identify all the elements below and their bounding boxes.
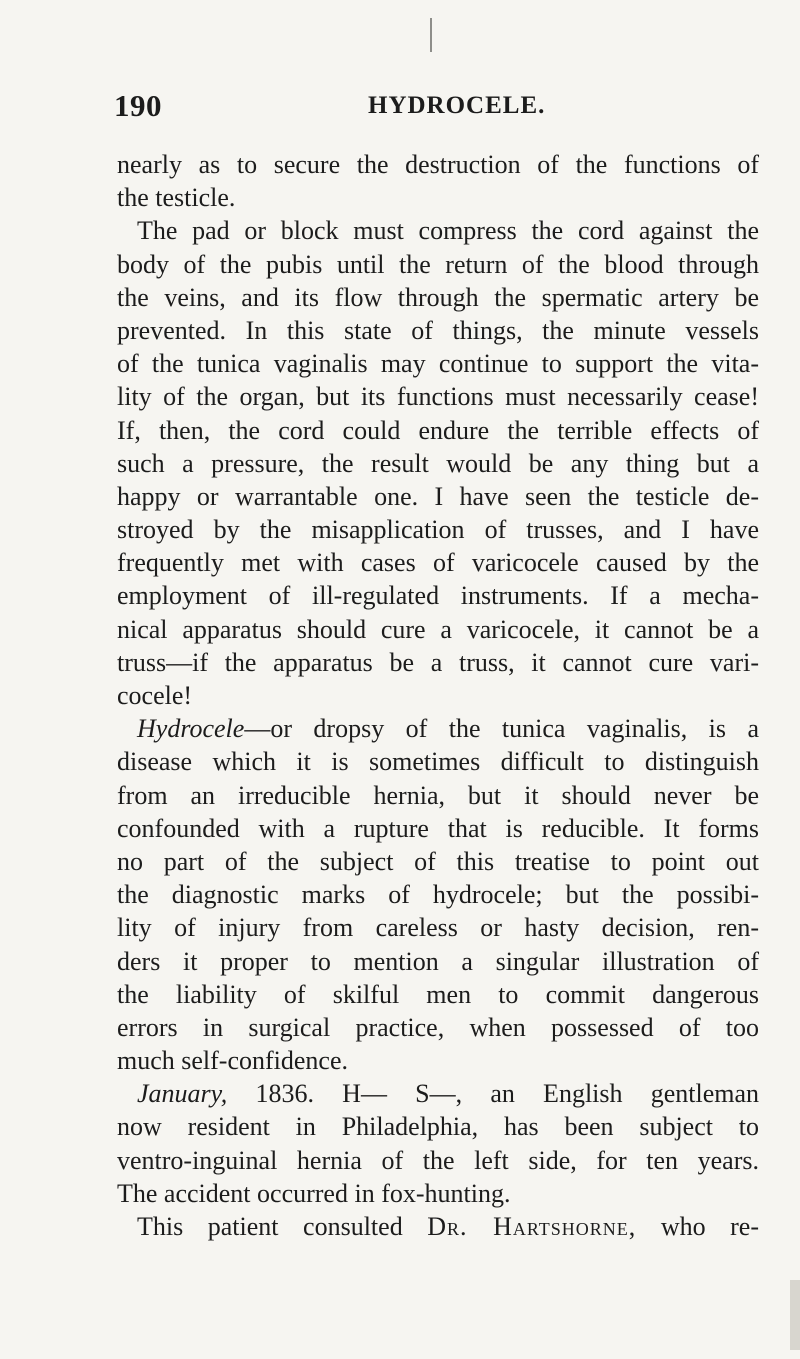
text-line: from an irreducible hernia, but it should never be <box>117 780 759 810</box>
case-first-line-rest: 1836. H— S—, an English gentleman <box>227 1079 759 1109</box>
text-line: lity of the organ, but its functions must necessarily cease! <box>117 382 759 412</box>
page-number: 190 <box>114 88 162 123</box>
final-line-start: This patient consulted <box>137 1212 428 1241</box>
hydrocele-first-line <box>117 712 759 745</box>
text-line: frequently met with cases of varicocele caused by the <box>117 548 759 578</box>
text-line: The pad or block must compress the cord against the <box>137 216 759 246</box>
case-final-line <box>117 1210 759 1243</box>
text-line: confounded with a rupture that is reducible. It forms <box>117 813 759 843</box>
text-line: much self-confidence. <box>117 1046 349 1076</box>
hydrocele-first-line-rest: —or dropsy of the tunica vaginalis, is a <box>244 714 759 744</box>
scan-mark-right-edge <box>790 1280 800 1350</box>
text-line: employment of ill-regulated instruments. If a mecha- <box>117 581 759 611</box>
text-line: If, then, the cord could endure the terrible effects of <box>117 415 759 445</box>
text-line: stroyed by the misapplication of trusses, and I have <box>117 515 759 545</box>
text-line: the veins, and its flow through the spermatic artery be <box>117 282 759 312</box>
scan-mark-top <box>430 18 432 52</box>
text-line: the testicle. <box>117 183 236 213</box>
case-first-line <box>117 1077 759 1110</box>
text-line: errors in surgical practice, when possessed of too <box>117 1012 759 1042</box>
final-line-end: who re- <box>636 1212 759 1241</box>
text-line: ventro-inguinal hernia of the left side, for ten years. <box>117 1145 759 1175</box>
text-line: body of the pubis until the return of the blood through <box>117 249 759 279</box>
text-line: of the tunica vaginalis may continue to support the vita- <box>117 349 759 379</box>
text-line: prevented. In this state of things, the minute vessels <box>117 315 759 345</box>
text-line: no part of the subject of this treatise to point out <box>117 846 759 876</box>
doctor-name: Dr. Hartshorne, <box>427 1212 637 1241</box>
text-line: such a pressure, the result would be any thing but a <box>117 448 759 478</box>
text-line: nearly as to secure the destruction of the functions of <box>117 150 759 179</box>
text-line: cocele! <box>117 681 193 710</box>
hydrocele-lead-term: Hydrocele <box>137 714 245 744</box>
text-line: the diagnostic marks of hydrocele; but the possibi- <box>117 880 759 910</box>
case-date-month: January, <box>137 1079 228 1109</box>
text-line: happy or warrantable one. I have seen the testicle de- <box>117 481 759 511</box>
body-text <box>117 148 759 1243</box>
text-line: nical apparatus should cure a varicocele, it cannot be a <box>117 614 759 644</box>
running-title: HYDROCELE. <box>368 92 546 119</box>
text-line: ders it proper to mention a singular illustration of <box>117 946 759 976</box>
text-line: truss—if the apparatus be a truss, it cannot cure vari- <box>117 647 759 677</box>
running-head <box>114 88 754 128</box>
text-line: now resident in Philadelphia, has been subject to <box>117 1112 759 1142</box>
text-line: disease which it is sometimes difficult to distinguish <box>117 747 759 777</box>
text-line: lity of injury from careless or hasty decision, ren- <box>117 913 759 943</box>
text-line: the liability of skilful men to commit dangerous <box>117 979 759 1009</box>
text-line: The accident occurred in fox-hunting. <box>117 1178 511 1208</box>
